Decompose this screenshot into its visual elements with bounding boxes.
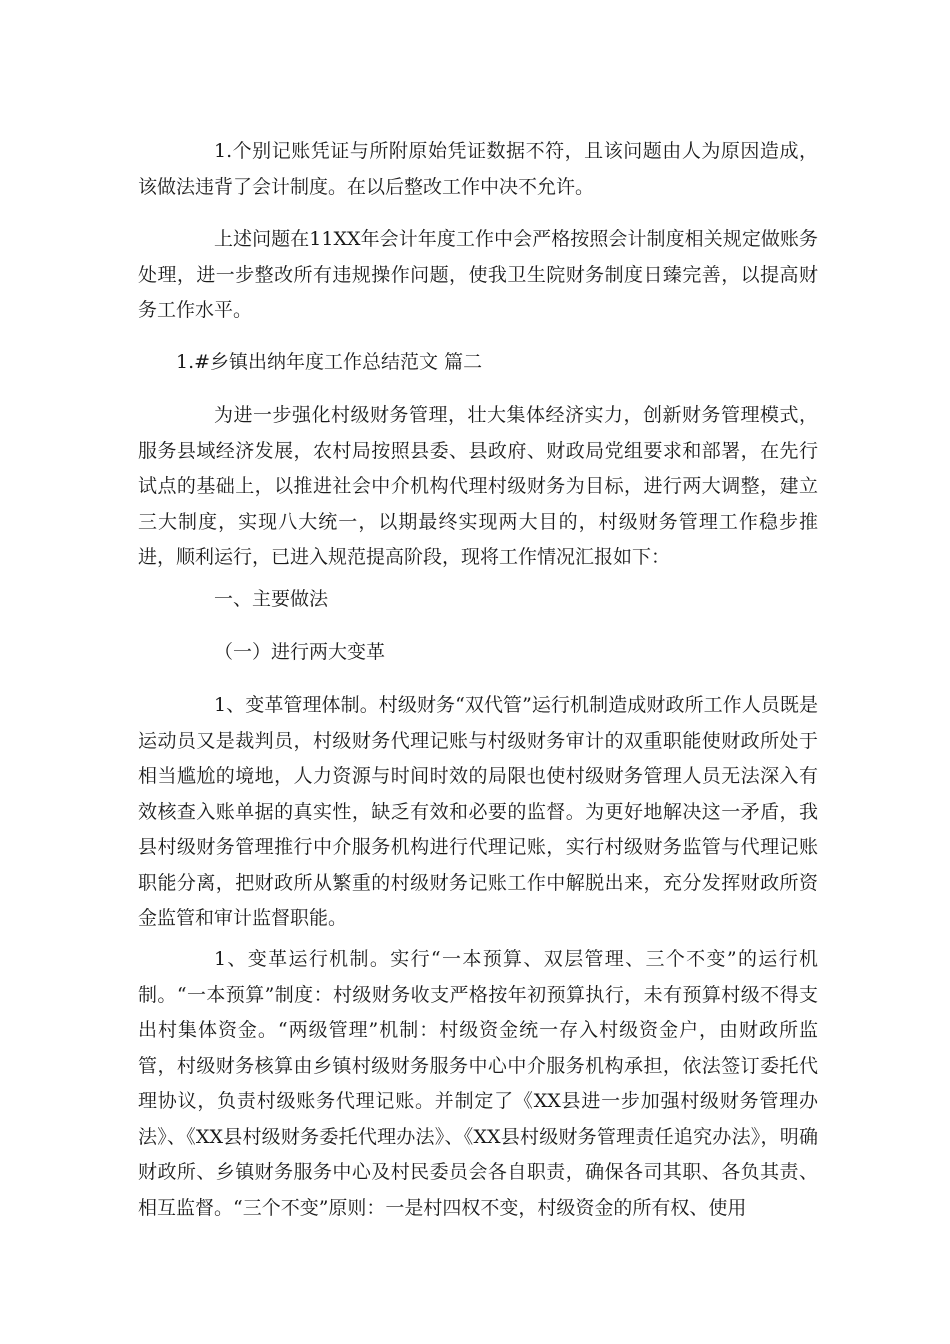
paragraph-introduction: 为进一步强化村级财务管理，壮大集体经济实力，创新财务管理模式，服务县域经济发展，农村局按照县委、县政府、财政局党组要求和部署，在先行试点的基础上，以推进社会中介机构代理村级财务为目标，进行两大调整，建立三大制度，实现八大统一，以期最终实现两大目的，村级财务管理工作稳步推进，顺利运行，已进入规范提高阶段，现将工作情况汇报如下：	[138, 404, 818, 568]
paragraph-management-reform: 1、变革管理体制。村级财务“双代管”运行机制造成财政所工作人员既是运动员又是裁判员，村级财务代理记账与村级财务审计的双重职能使财政所处于相当尴尬的境地，人力资源与时间时效的局限也使村级财务管理人员无法深入有效核查入账单据的真实性，缺乏有效和必要的监督。为更好地解决这一矛盾，我县村级财务管理推行中介服务机构进行代理记账，实行村级财务监管与代理记账职能分离，把财政所从繁重的村级财务记账工作中解脱出来，充分发挥财政所资金监管和审计监督职能。	[138, 694, 818, 929]
subheading-two-reforms: （一）进行两大变革	[214, 641, 386, 663]
paragraph-operation-reform: 1、变革运行机制。实行“一本预算、双层管理、三个不变”的运行机制。“一本预算”制度：村级财务收支严格按年初预算执行，未有预算村级不得支出村集体资金。“两级管理”机制：村级资金统一存入村级资金户，由财政所监管，村级财务核算由乡镇村级财务服务中心中介服务机构承担，依法签订委托代理协议，负责村级账务代理记账。并制定了《XX县进一步加强村级财务管理办法》、《XX县村级财务委托代理办法》、《XX县村级财务管理责任追究办法》，明确财政所、乡镇财务服务中心及村民委员会各自职责，确保各司其职、各负其责、相互监督。“三个不变”原则：一是村四权不变，村级资金的所有权、使用	[138, 948, 818, 1219]
section-title-part-two: 1.#乡镇出纳年度工作总结范文 篇二	[176, 351, 483, 373]
paragraph-rectification-plan: 上述问题在11XX年会计年度工作中会严格按照会计制度相关规定做账务处理，进一步整改所有违规操作问题，使我卫生院财务制度日臻完善，以提高财务工作水平。	[138, 228, 818, 321]
heading-main-practices: 一、主要做法	[214, 588, 329, 610]
paragraph-accounting-voucher-issue: 1.个别记账凭证与所附原始凭证数据不符，且该问题由人为原因造成，该做法违背了会计制度。在以后整改工作中决不允许。	[138, 140, 818, 198]
